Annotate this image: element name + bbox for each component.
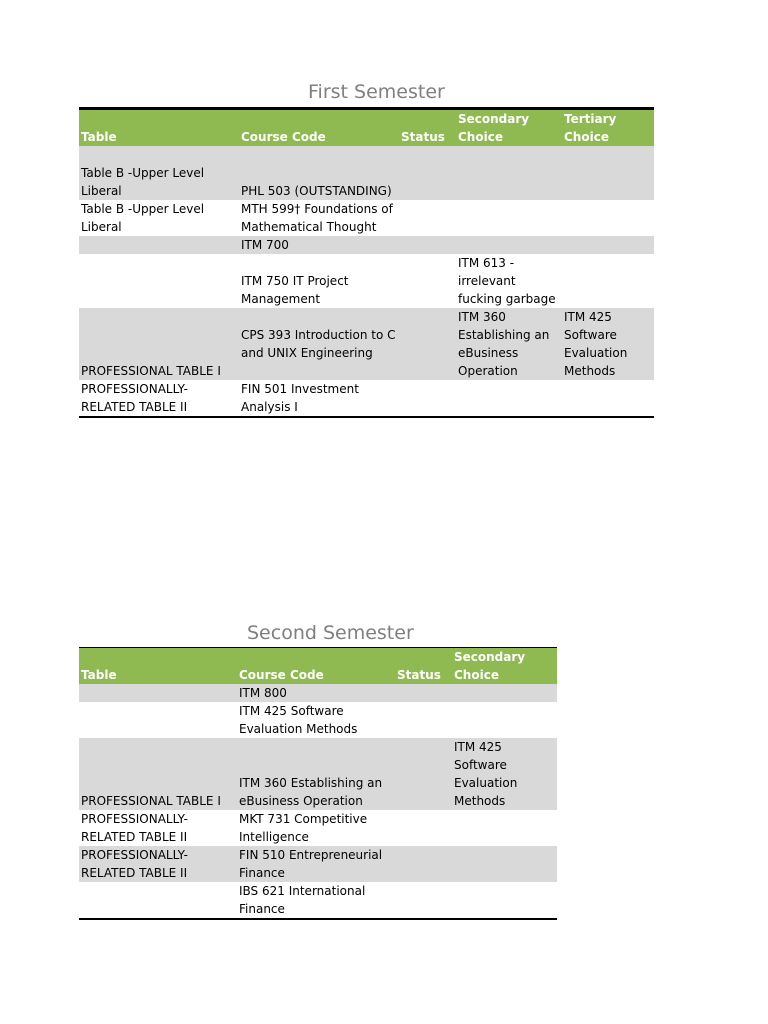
cell-table xyxy=(79,702,237,738)
cell-course: PHL 503 (OUTSTANDING) xyxy=(239,164,399,200)
cell-tertiary xyxy=(562,200,654,236)
cell-tertiary xyxy=(562,146,654,164)
cell-course: CPS 393 Introduction to C and UNIX Engineering xyxy=(239,308,399,380)
table-row xyxy=(79,702,557,738)
cell-table: PROFESSIONAL TABLE I xyxy=(79,308,239,380)
cell-secondary xyxy=(456,146,562,164)
cell-status xyxy=(395,882,452,918)
table-row xyxy=(79,308,654,380)
col-header-course-code: Course Code xyxy=(239,110,399,146)
cell-status xyxy=(399,380,456,416)
cell-status xyxy=(399,146,456,164)
cell-status xyxy=(395,846,452,882)
cell-status xyxy=(399,200,456,236)
cell-secondary xyxy=(452,846,557,882)
cell-status xyxy=(399,308,456,380)
cell-course: ITM 800 xyxy=(237,684,395,702)
cell-secondary xyxy=(452,810,557,846)
cell-table xyxy=(79,254,239,308)
table-row xyxy=(79,164,654,200)
cell-secondary xyxy=(452,684,557,702)
cell-table: PROFESSIONAL TABLE I xyxy=(79,738,237,810)
col-header-secondary-choice: Secondary Choice xyxy=(452,648,557,684)
table-row xyxy=(79,684,557,702)
cell-course: ITM 700 xyxy=(239,236,399,254)
header-row xyxy=(79,648,557,684)
cell-course: FIN 510 Entrepreneurial Finance xyxy=(237,846,395,882)
col-header-tertiary-choice: Tertiary Choice xyxy=(562,110,654,146)
cell-status xyxy=(395,810,452,846)
col-header-course-code: Course Code xyxy=(237,648,395,684)
cell-tertiary xyxy=(562,164,654,200)
cell-secondary: ITM 360 Establishing an eBusiness Operation xyxy=(456,308,562,380)
cell-status xyxy=(395,702,452,738)
table-row xyxy=(79,380,654,416)
cell-secondary xyxy=(456,164,562,200)
cell-course: FIN 501 Investment Analysis I xyxy=(241,382,359,414)
cell-course: ITM 750 IT Project Management xyxy=(241,274,349,306)
cell-course: ITM 360 Establishing an eBusiness Operation xyxy=(237,738,395,810)
first-semester-title: First Semester xyxy=(308,81,445,103)
table-row xyxy=(79,810,557,846)
cell-tertiary: ITM 425 Software Evaluation Methods xyxy=(562,308,654,380)
col-header-status: Status xyxy=(399,110,456,146)
header-row xyxy=(79,110,654,146)
cell-tertiary xyxy=(562,254,654,308)
col-header-status: Status xyxy=(395,648,452,684)
cell-status xyxy=(395,738,452,810)
col-header-table: Table xyxy=(79,110,239,146)
cell-secondary xyxy=(456,380,562,416)
cell-table: PROFESSIONALLY-RELATED TABLE II xyxy=(81,812,188,844)
cell-course: IBS 621 International Finance xyxy=(239,884,366,916)
cell-tertiary xyxy=(562,236,654,254)
cell-course: ITM 425 Software Evaluation Methods xyxy=(239,704,358,736)
col-header-table: Table xyxy=(79,648,237,684)
second-semester-table xyxy=(79,647,557,920)
second-semester-title: Second Semester xyxy=(247,622,414,644)
cell-secondary: ITM 425 Software Evaluation Methods xyxy=(452,738,557,810)
table-row xyxy=(79,738,557,810)
cell-course: MKT 731 Competitive Intelligence xyxy=(239,812,368,844)
table-row xyxy=(79,236,654,254)
cell-status xyxy=(399,236,456,254)
cell-status xyxy=(399,254,456,308)
cell-status xyxy=(395,684,452,702)
cell-secondary xyxy=(456,200,562,236)
first-semester-table xyxy=(79,107,654,418)
table-row xyxy=(79,146,654,164)
cell-course xyxy=(239,146,399,164)
cell-status xyxy=(399,164,456,200)
cell-table: Table B -Upper Level Liberal xyxy=(79,164,239,200)
table-row xyxy=(79,254,654,308)
cell-table xyxy=(79,882,237,918)
cell-table: Table B -Upper Level Liberal xyxy=(81,202,205,234)
cell-course: MTH 599† Foundations of Mathematical Thought xyxy=(241,202,393,234)
cell-table: PROFESSIONALLY-RELATED TABLE II xyxy=(79,846,237,882)
cell-table xyxy=(79,146,239,164)
table-row xyxy=(79,882,557,918)
cell-secondary: ITM 613 - irrelevant fucking garbage xyxy=(458,256,556,306)
table-row xyxy=(79,200,654,236)
cell-table xyxy=(79,236,239,254)
cell-secondary xyxy=(452,882,557,918)
cell-table: PROFESSIONALLY-RELATED TABLE II xyxy=(81,382,188,414)
cell-secondary xyxy=(452,702,557,738)
cell-secondary xyxy=(456,236,562,254)
cell-tertiary xyxy=(562,380,654,416)
table-row xyxy=(79,846,557,882)
col-header-secondary-choice: Secondary Choice xyxy=(456,110,562,146)
cell-table xyxy=(79,684,237,702)
